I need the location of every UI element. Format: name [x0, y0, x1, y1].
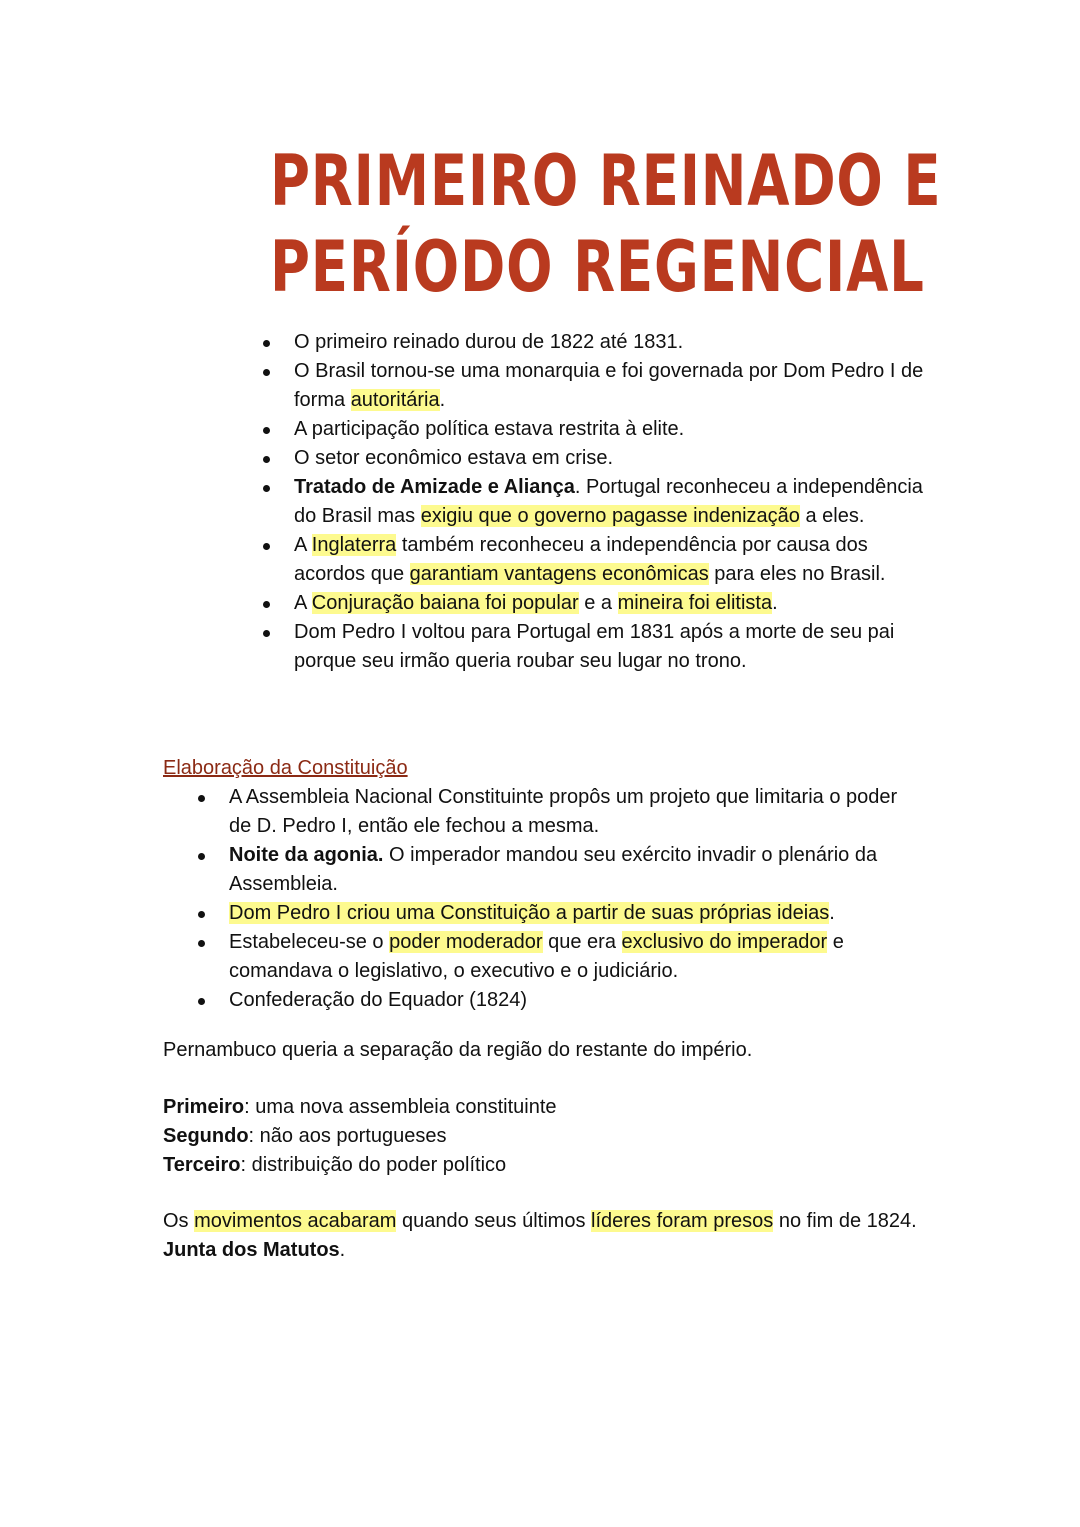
highlighted-text: líderes foram presos [591, 1210, 774, 1232]
list-item [294, 531, 924, 589]
list-item [229, 928, 919, 986]
demands-block [163, 1093, 923, 1180]
highlighted-text: autoritária [350, 389, 440, 411]
highlighted-text: mineira foi elitista [617, 592, 773, 614]
text-run: O imperador mandou seu exército invadir o plenário da Assembleia. [229, 844, 878, 895]
list-item [229, 986, 919, 1015]
bullet-icon [263, 485, 270, 492]
list-item [294, 415, 924, 444]
text-run: O setor econômico estava em crise. [294, 447, 614, 469]
page-title [270, 138, 942, 310]
paragraph-pernambuco: Pernambuco queria a separação da região do restante do império. [163, 1039, 753, 1061]
highlighted-text: Inglaterra [311, 534, 397, 556]
bullet-icon [198, 853, 205, 860]
text-run: . [772, 592, 778, 614]
highlighted-text: poder moderador [389, 931, 543, 953]
text-run: . Portugal reconheceu a independência do Brasil mas [294, 476, 923, 527]
demand-label: Terceiro [163, 1154, 241, 1176]
demand-label: Primeiro [163, 1096, 245, 1118]
highlighted-text: Conjuração baiana foi popular [311, 592, 579, 614]
primeiro-reinado-list [294, 328, 924, 676]
text-run: A participação política estava restrita à elite. [294, 418, 685, 440]
bullet-icon [263, 340, 270, 347]
text-run: e comandava o legislativo, o executivo e o judiciário. [229, 931, 844, 982]
bullet-icon [263, 369, 270, 376]
text-run: Dom Pedro I voltou para Portugal em 1831 após a morte de seu pai porque seu irmão queria roubar seu lugar no trono. [294, 621, 895, 672]
demand-line [163, 1122, 923, 1151]
text-run: . [439, 389, 446, 411]
demand-line [163, 1093, 923, 1122]
highlighted-text: garantiam vantagens econômicas [409, 563, 709, 585]
highlighted-text: exigiu que o governo pagasse indenização [420, 505, 800, 527]
bold-text: Tratado de Amizade e Aliança [294, 476, 575, 498]
text-run: . [829, 902, 835, 924]
text-run: no fim de 1824. [773, 1210, 917, 1232]
text-run: A [294, 534, 312, 556]
list-item [294, 444, 924, 473]
text-run: Confederação do Equador (1824) [229, 989, 527, 1011]
list-item [294, 357, 924, 415]
list-item [294, 589, 924, 618]
title-line-1: PRIMEIRO REINADO E [270, 140, 942, 222]
demand-text: : uma nova assembleia constituinte [244, 1096, 557, 1118]
section-heading-constituicao: Elaboração da Constituição [163, 757, 408, 779]
bullet-icon [198, 795, 205, 802]
text-run: O primeiro reinado durou de 1822 até 1831. [294, 331, 684, 353]
demand-line [163, 1151, 923, 1180]
closing-punct: . [339, 1239, 346, 1261]
text-run: Estabeleceu-se o [229, 931, 390, 953]
text-run: também reconheceu a independência por causa dos acordos que [294, 534, 868, 585]
text-run: que era [542, 931, 622, 953]
closing-line [163, 1236, 923, 1265]
paragraph-movements [163, 1207, 923, 1265]
movements-text [163, 1207, 923, 1236]
bullet-icon [198, 940, 205, 947]
text-run: a eles. [799, 505, 865, 527]
list-item [294, 473, 924, 531]
highlighted-text: Dom Pedro I criou uma Constituição a partir de suas próprias ideias [229, 902, 830, 924]
highlighted-text: movimentos acabaram [194, 1210, 397, 1232]
closing-bold: Junta dos Matutos [163, 1239, 340, 1261]
list-item [294, 328, 924, 357]
constituicao-list [229, 783, 919, 1015]
bullet-icon [263, 456, 270, 463]
text-run: quando seus últimos [396, 1210, 591, 1232]
highlighted-text: exclusivo do imperador [621, 931, 828, 953]
list-item [229, 783, 919, 841]
bullet-icon [263, 543, 270, 550]
bullet-icon [263, 427, 270, 434]
bullet-icon [263, 630, 270, 637]
list-item [229, 899, 919, 928]
text-run: e a [578, 592, 618, 614]
text-run: Os [163, 1210, 195, 1232]
text-run: A [294, 592, 312, 614]
text-run: O Brasil tornou-se uma monarquia e foi governada por Dom Pedro I de forma [294, 360, 924, 411]
list-item [229, 841, 919, 899]
bullet-icon [198, 998, 205, 1005]
demand-text: : distribuição do poder político [240, 1154, 507, 1176]
bullet-icon [198, 911, 205, 918]
text-run: para eles no Brasil. [708, 563, 886, 585]
bullet-icon [263, 601, 270, 608]
text-run: A Assembleia Nacional Constituinte propôs um projeto que limitaria o poder de D. Pedro I, então ele fechou a mesma. [229, 786, 898, 837]
bold-text: Noite da agonia. [229, 844, 384, 866]
demand-label: Segundo [163, 1125, 249, 1147]
demand-text: : não aos portugueses [248, 1125, 447, 1147]
list-item [294, 618, 924, 676]
title-line-2: PERÍODO REGENCIAL [270, 226, 925, 308]
